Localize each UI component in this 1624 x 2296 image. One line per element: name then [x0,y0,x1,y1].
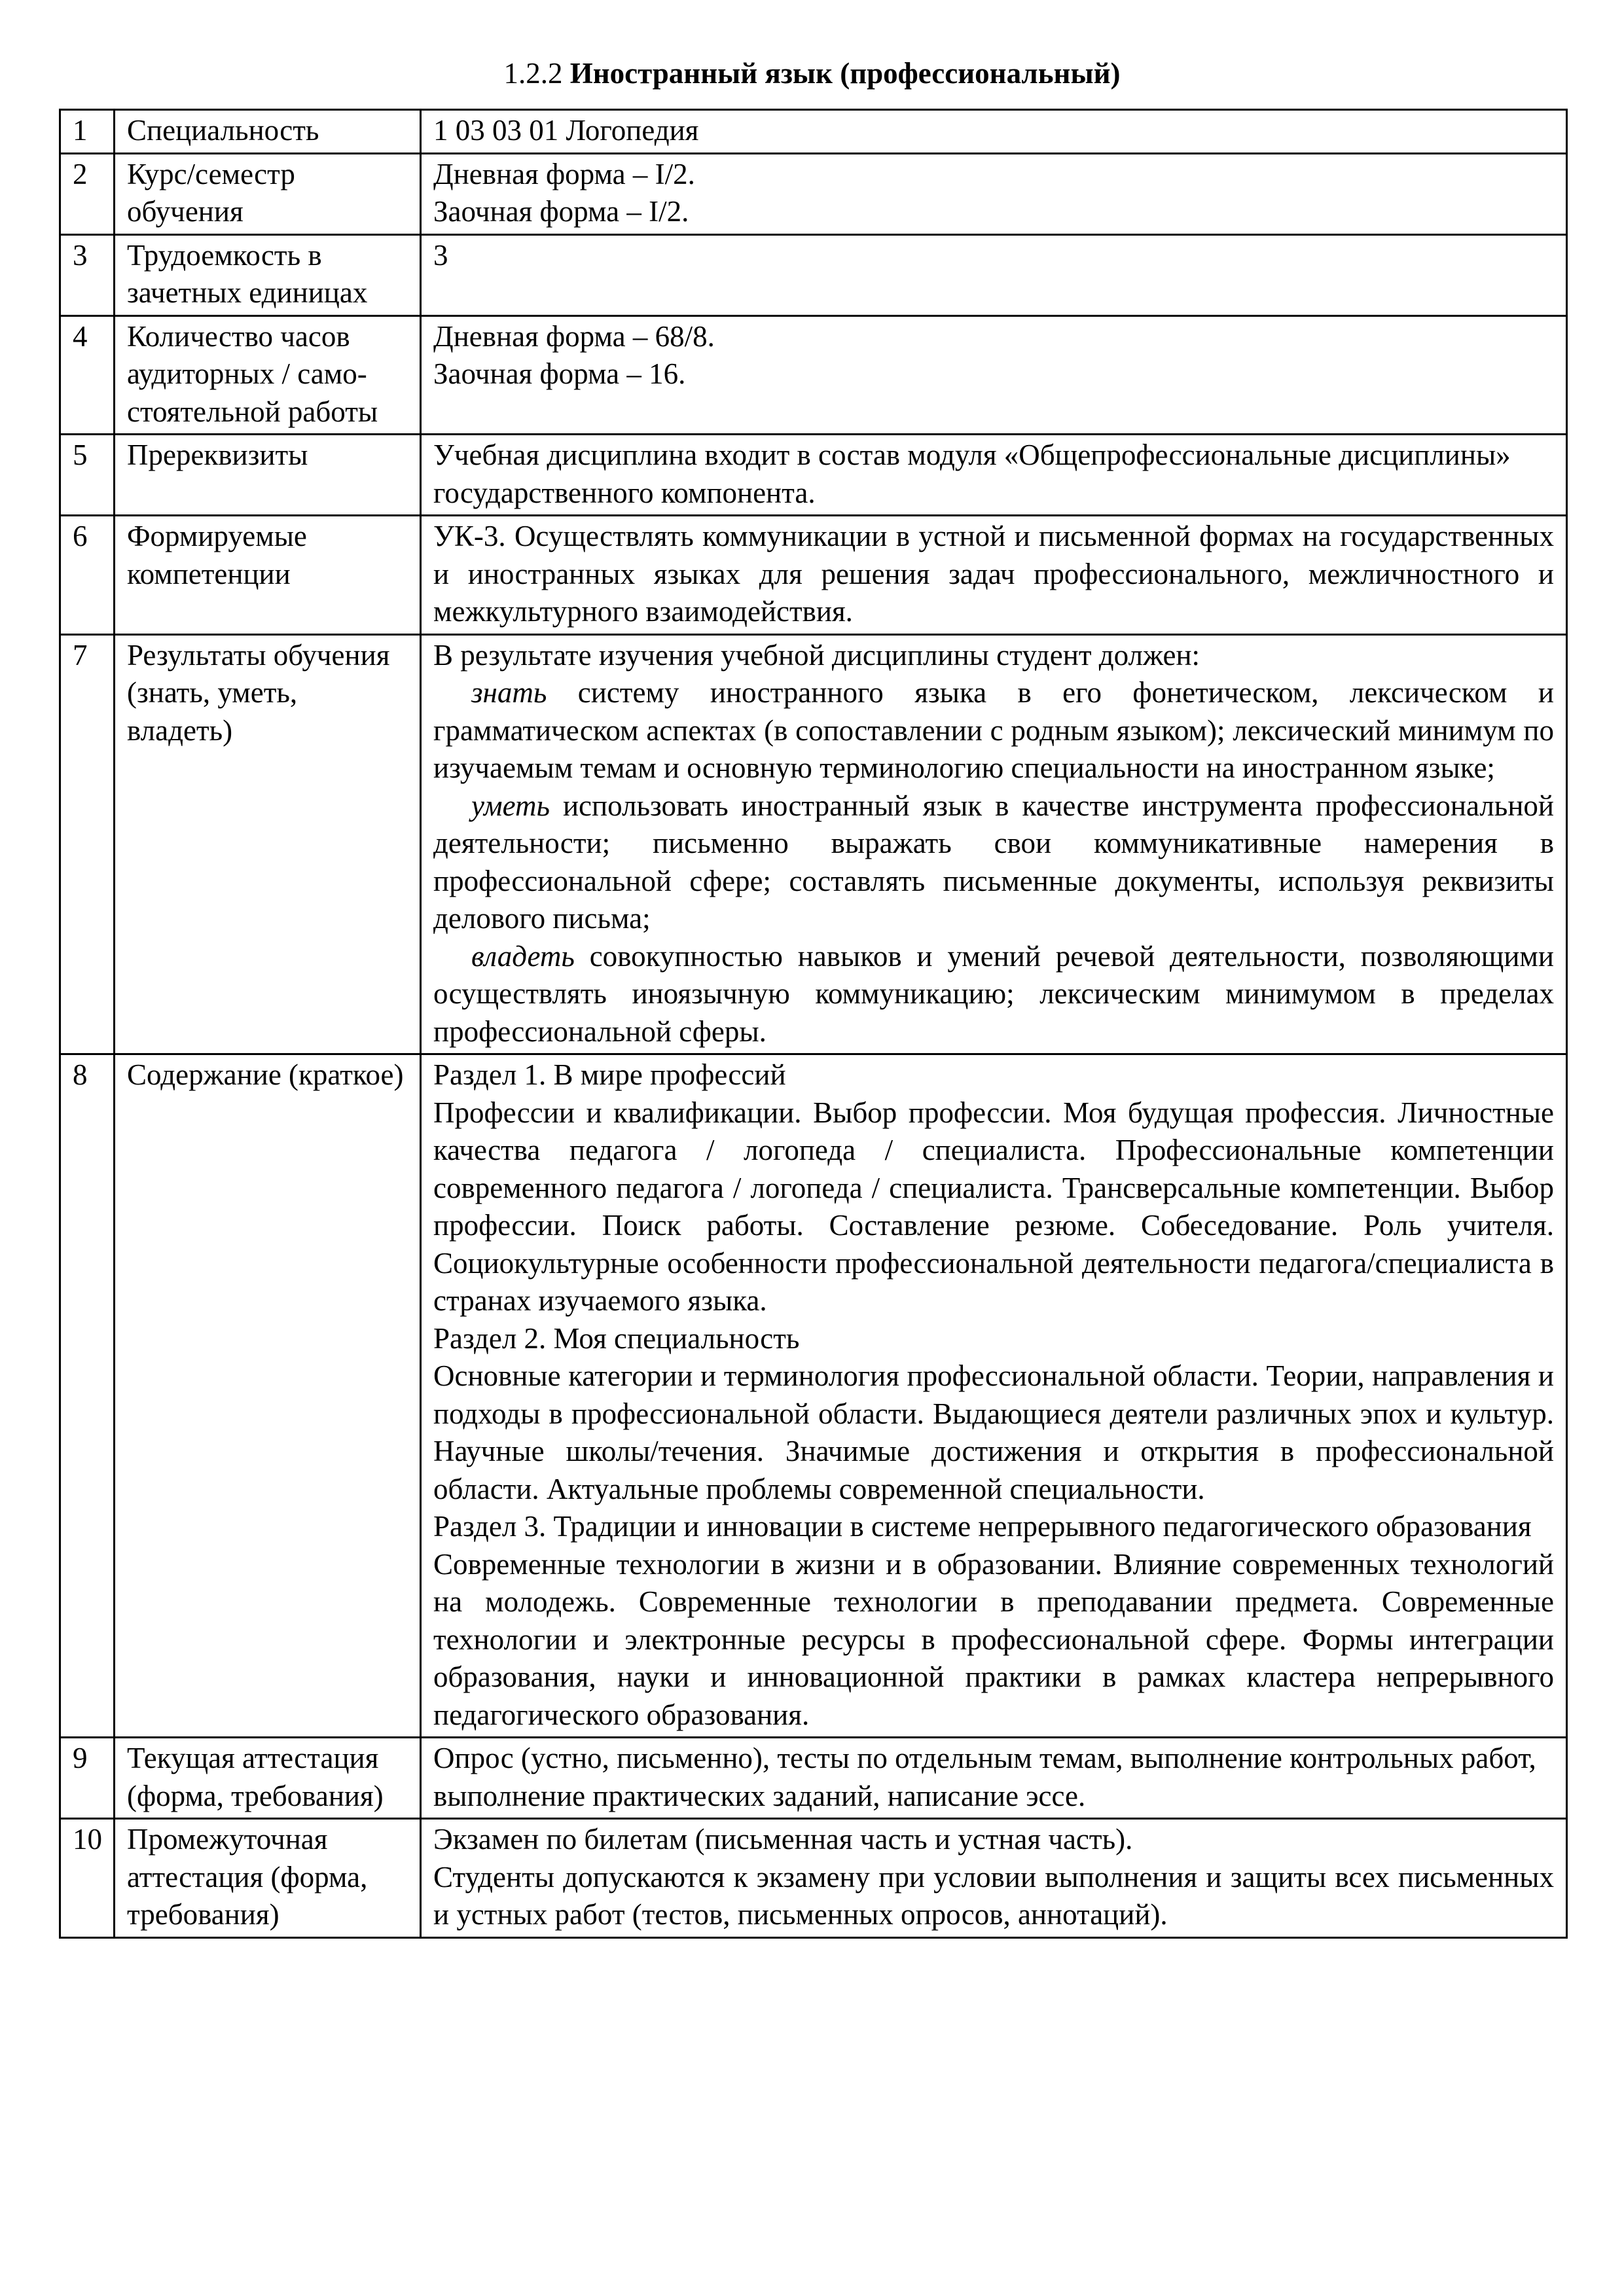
title-number: 1.2.2 [503,57,563,90]
value-line: Дневная форма – 68/8. [433,319,715,353]
table-row [60,1054,1567,1738]
row-value [421,1819,1567,1938]
table-row [60,634,1567,1054]
discipline-table [59,109,1568,1939]
row-label: Промежуточная аттестация (форма, требования) [115,1819,421,1938]
value-line: УК-3. Осуществлять коммуникации в устной и письменной формах на государственных и иностранных языках для решения задач профессионального, межличностного и межкультурного взаимодействия. [433,520,1554,628]
table-row [60,1819,1567,1938]
page-title [0,54,1624,93]
value-line: Заочная форма – 16. [433,357,686,390]
value-line: Студенты допускаются к экзамену при условии выполнения и защиты всех письменных и устных работ (тестов, письменных опросов, аннотаций). [433,1860,1554,1931]
row-label: Количество часов аудиторных / само-стоятельной работы [115,315,421,435]
row-label: Текущая аттестация (форма, требования) [115,1738,421,1819]
learning-outcomes-intro: В результате изучения учебной дисциплины студент должен: [433,638,1200,672]
row-value [421,1738,1567,1819]
outcome-term: владеть [471,939,575,973]
row-value [421,315,1567,435]
row-label: Результаты обучения (знать, уметь, владеть) [115,634,421,1054]
table-row [60,234,1567,315]
row-number: 8 [60,1054,115,1738]
row-number: 7 [60,634,115,1054]
table-row [60,435,1567,516]
row-number: 3 [60,234,115,315]
row-value [421,234,1567,315]
table-row [60,315,1567,435]
value-line: Заочная форма – I/2. [433,195,689,228]
outcome-term: знать [471,676,547,709]
row-label: Трудоемкость в зачетных единицах [115,234,421,315]
section-body: Основные категории и терминология профессиональной области. Теории, направления и подходы в профессиональной области. Выдающиеся деятели различных эпох и культур. Научные школы/течения. Значимые достижения и открытия в профессиональной области. Актуальные проблемы современной специальности. [433,1359,1554,1505]
outcome-can [433,787,1554,938]
section-heading: Раздел 1. В мире профессий [433,1058,786,1091]
row-value [421,634,1567,1054]
title-text: Иностранный язык (профессиональный) [569,57,1121,90]
row-number: 10 [60,1819,115,1938]
table-row [60,516,1567,635]
outcome-term: уметь [471,789,550,822]
row-label: Содержание (краткое) [115,1054,421,1738]
outcome-know [433,674,1554,787]
row-number: 1 [60,110,115,154]
row-value [421,153,1567,234]
row-value [421,1054,1567,1738]
row-number: 4 [60,315,115,435]
row-label: Формируемые компетенции [115,516,421,635]
table-row [60,153,1567,234]
row-number: 2 [60,153,115,234]
value-line: 1 03 03 01 Логопедия [433,114,699,147]
row-value [421,516,1567,635]
section-heading: Раздел 2. Моя специальность [433,1321,800,1355]
value-line: Экзамен по билетам (письменная часть и устная часть). [433,1823,1133,1856]
table-row [60,110,1567,154]
row-label: Специальность [115,110,421,154]
value-line: Учебная дисциплина входит в состав модуля «Общепрофессиональные дисциплины» государственного компонента. [433,439,1511,509]
value-line: Дневная форма – I/2. [433,157,695,190]
row-label: Курс/семестр обучения [115,153,421,234]
outcome-master [433,938,1554,1051]
row-number: 9 [60,1738,115,1819]
row-number: 6 [60,516,115,635]
section-body: Современные технологии в жизни и в образовании. Влияние современных технологий на молодежь. Современные технологии в преподавании предмета. Современные технологии и электронные ресурсы в профессиональной сфере. Формы интеграции образования, науки и инновационной практики в рамках кластера непрерывного педагогического образования. [433,1547,1554,1731]
table-row [60,1738,1567,1819]
row-value [421,435,1567,516]
outcome-text: совокупностью навыков и умений речевой деятельности, позволяющими осуществлять иноязычную коммуникацию; лексическим минимумом в пределах профессиональной сферы. [433,939,1554,1048]
section-body: Профессии и квалификации. Выбор профессии. Моя будущая профессия. Личностные качества педагога / логопеда / специалиста. Профессиональные компетенции современного педагога / логопеда / специалиста. Трансверсальные компетенции. Выбор профессии. Поиск работы. Составление резюме. Собеседование. Роль учителя. Социокультурные особенности профессиональной деятельности педагога/специалиста в странах изучаемого языка. [433,1096,1554,1317]
outcome-text: систему иностранного языка в его фонетическом, лексическом и грамматическом аспектах (в сопоставлении с родным языком); лексический минимум по изучаемым темам и основную терминологию специальности на иностранном языке; [433,676,1554,784]
value-line: Опрос (устно, письменно), тесты по отдельным темам, выполнение контрольных работ, выполнение практических заданий, написание эссе. [433,1742,1536,1812]
row-label: Пререквизиты [115,435,421,516]
row-value [421,110,1567,154]
row-number: 5 [60,435,115,516]
section-heading: Раздел 3. Традиции и инновации в системе непрерывного педагогического образования [433,1510,1532,1543]
outcome-text: использовать иностранный язык в качестве инструмента профессиональной деятельности; письменно выражать свои коммуникативные намерения в профессиональной сфере; составлять письменные документы, используя реквизиты делового письма; [433,789,1554,935]
value-line: 3 [433,238,448,272]
